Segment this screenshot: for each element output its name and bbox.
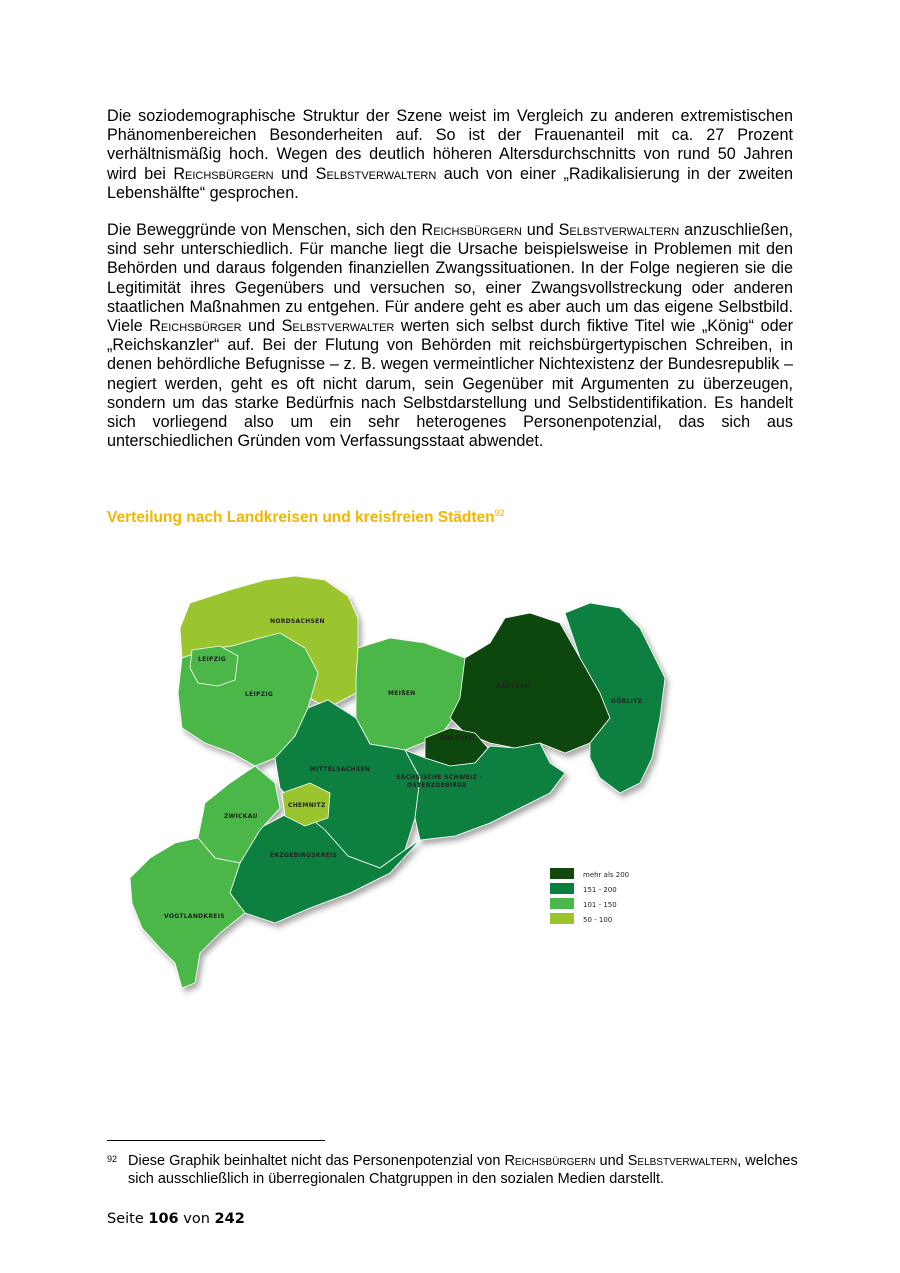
text-span: Die Beweggründe von Menschen, sich den xyxy=(107,221,422,239)
text-span: und xyxy=(273,164,316,183)
paragraph-demographics xyxy=(107,107,793,203)
label-saechsische-schweiz-line1: SÄCHSISCHE SCHWEIZ - xyxy=(396,774,483,781)
saxony-district-map xyxy=(120,568,680,998)
label-meissen: MEIßEN xyxy=(388,690,416,697)
legend-label-200: mehr als 200 xyxy=(583,871,630,879)
page-total: 242 xyxy=(214,1211,245,1227)
term-reichsbuerger: Reichsbürgern xyxy=(421,221,522,239)
footnote xyxy=(107,1152,807,1188)
term-reichsbuerger: Reichsbürgern xyxy=(173,164,274,183)
label-goerlitz: GÖRLITZ xyxy=(611,698,643,705)
label-saechsische-schweiz-line2: OSTERZGEBIRGE xyxy=(407,782,467,789)
label-mittelsachsen: MITTELSACHSEN xyxy=(310,766,371,773)
label-vogtlandkreis: VOGTLANDKREIS xyxy=(164,913,225,920)
page-current: 106 xyxy=(148,1211,179,1227)
label-nordsachsen: NORDSACHSEN xyxy=(270,618,325,625)
label-bautzen: BAUTZEN xyxy=(496,683,530,690)
text-span: Diese Graphik beinhaltet nicht das Personenpotenzial von xyxy=(128,1153,505,1169)
text-span: Die soziodemographische Struktur der Szene weist im Vergleich zu anderen extremistischen Phänomenbereichen Besonderheiten auf. So ist der Frauenanteil mit ca. 27 Prozent verhältnismäßig hoch. Wegen des deutlich höheren Altersdurchschnitts von rund 50 Jahren wird bei xyxy=(107,107,793,183)
text-span: auch von einer „Radikalisierung in der zweiten Lebenshälfte“ gesprochen. xyxy=(107,164,793,202)
term-selbstverwalter: Selbstverwalter xyxy=(281,317,395,336)
label-leipzig-land: LEIPZIG xyxy=(245,691,274,698)
text-span: und xyxy=(241,317,282,336)
label-leipzig-city: LEIPZIG xyxy=(198,656,227,663)
term-selbstverwalter: Selbstverwaltern xyxy=(627,1153,738,1169)
term-selbstverwalter: Selbstverwaltern xyxy=(558,221,680,239)
page-number xyxy=(107,1211,245,1227)
legend-swatch-50 xyxy=(550,913,574,924)
label-dresden: DRESDEN xyxy=(440,735,475,742)
label-zwickau: ZWICKAU xyxy=(224,813,258,820)
section-heading xyxy=(107,508,505,527)
footnote-divider xyxy=(107,1140,325,1141)
term-reichsbuerger: Reichsbürgern xyxy=(504,1153,596,1169)
page-of: von xyxy=(183,1211,210,1227)
page-prefix: Seite xyxy=(107,1211,144,1227)
legend-label-151: 151 - 200 xyxy=(583,886,617,894)
footnote-reference: 92 xyxy=(494,508,505,518)
legend-label-101: 101 - 150 xyxy=(583,901,617,909)
text-span: anzuschließen, sind sehr unterschiedlich. Für manche liegt die Ursache beispielsweise in Problemen mit den Behörden und daraus folgenden finanziellen Zwangssituationen. In der Folge negieren sie die Legitimität ihres Gegenübers und versuchen so, einer Zwangsvollstreckung oder anderen staatlichen Maßnahmen zu entgehen. Für andere geht es aber auch um das eigene Selbstbild. Viele xyxy=(107,221,793,336)
footnote-text xyxy=(128,1152,807,1188)
label-erzgebirgskreis: ERZGEBIRGSKREIS xyxy=(270,852,338,859)
legend-label-50: 50 - 100 xyxy=(583,916,613,924)
map-regions xyxy=(130,576,665,988)
text-span: und xyxy=(521,221,559,239)
region-leipzig-city xyxy=(190,646,238,686)
footnote-number: 92 xyxy=(107,1154,118,1164)
paragraph-motives xyxy=(107,221,793,451)
text-span: , welches sich ausschließlich in überregionalen Chatgruppen in den sozialen Medien darstellt. xyxy=(128,1153,798,1187)
heading-text: Verteilung nach Landkreisen und kreisfreien Städten xyxy=(107,509,495,526)
text-span: werten sich selbst durch fiktive Titel wie „König“ oder „Reichskanzler“ auf. Bei der Flutung von Behörden mit reichsbürgertypischen Schreiben, in denen behördliche Befugnisse – z. B. wegen vermeintlicher Nichtexistenz der Bundesrepublik – negiert werden, geht es oft nicht darum, sein Gegenüber mit Argumenten zu überzeugen, sondern um das starke Bedürfnis nach Selbstdarstellung und Selbstidentifikation. Es handelt sich vorliegend also um ein sehr heterogenes Personenpotenzial, das sich aus unterschiedlichen Gründen vom Verfassungsstaat abwendet. xyxy=(107,317,793,451)
legend-swatch-151 xyxy=(550,883,574,894)
legend-swatch-101 xyxy=(550,898,574,909)
term-reichsbuerger: Reichsbürger xyxy=(149,317,242,336)
text-span: und xyxy=(595,1153,628,1169)
term-selbstverwalter: Selbstverwaltern xyxy=(315,164,437,183)
label-chemnitz: CHEMNITZ xyxy=(288,802,326,809)
map-legend xyxy=(550,868,629,924)
legend-swatch-200 xyxy=(550,868,574,879)
map-svg xyxy=(120,568,680,998)
